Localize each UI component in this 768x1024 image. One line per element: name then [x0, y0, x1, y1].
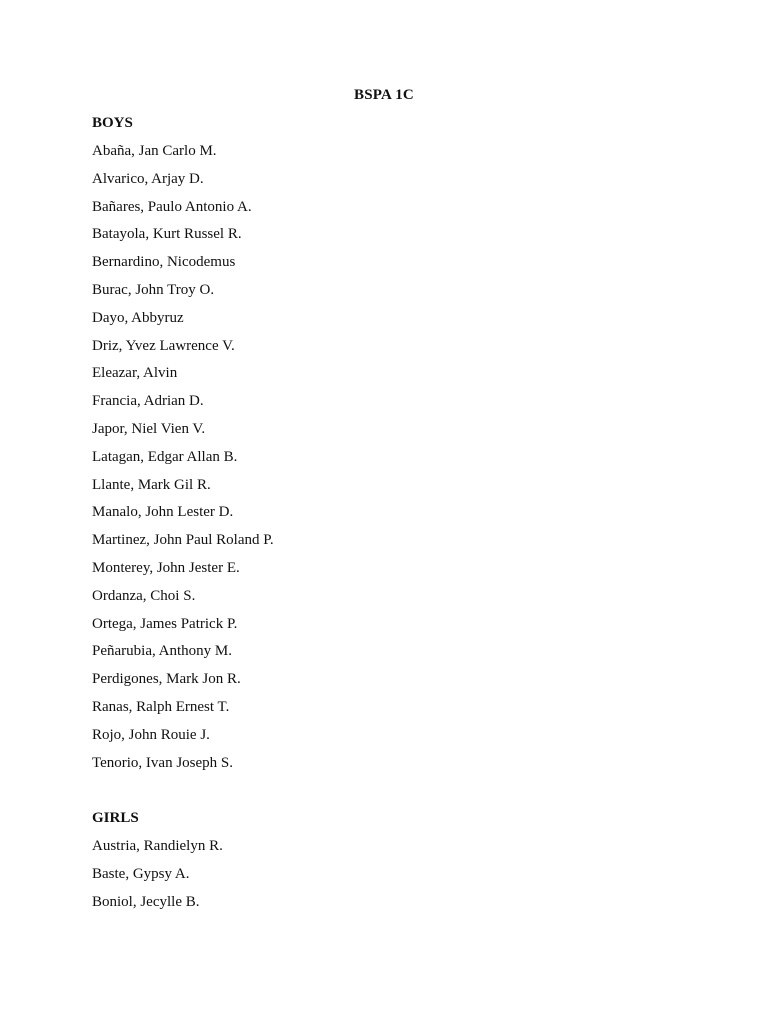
list-item: Francia, Adrian D. [92, 393, 204, 410]
list-item: Burac, John Troy O. [92, 281, 215, 298]
list-item: Driz, Yvez Lawrence V. [92, 337, 235, 354]
list-item: Manalo, John Lester D. [92, 504, 234, 521]
list-item: Abaña, Jan Carlo M. [92, 143, 217, 159]
list-item: Boniol, Jecylle B. [92, 893, 200, 910]
list-item: Japor, Niel Vien V. [92, 420, 206, 437]
list-item: Ordanza, Choi S. [92, 587, 196, 604]
girls-section-heading: GIRLS [92, 810, 139, 826]
list-item: Dayo, Abbyruz [92, 309, 184, 326]
list-item: Latagan, Edgar Allan B. [92, 448, 238, 465]
list-item: Martinez, John Paul Roland P. [92, 532, 274, 549]
list-item: Austria, Randielyn R. [92, 838, 223, 854]
list-item: Ranas, Ralph Ernest T. [92, 698, 230, 715]
list-item: Alvarico, Arjay D. [92, 170, 204, 187]
list-item: Perdigones, Mark Jon R. [92, 671, 241, 688]
list-item: Bañares, Paulo Antonio A. [92, 198, 252, 215]
list-item: Batayola, Kurt Russel R. [92, 226, 242, 243]
list-item: Ortega, James Patrick P. [92, 615, 238, 632]
list-item: Peñarubia, Anthony M. [92, 643, 232, 660]
list-item: Llante, Mark Gil R. [92, 476, 211, 493]
list-item: Tenorio, Ivan Joseph S. [92, 754, 234, 771]
boys-name-list [92, 143, 274, 782]
list-item: Monterey, John Jester E. [92, 559, 240, 576]
boys-section-heading: BOYS [92, 115, 133, 131]
list-item: Rojo, John Rouie J. [92, 726, 210, 743]
list-item: Eleazar, Alvin [92, 365, 178, 382]
page-title: BSPA 1C [354, 87, 414, 103]
list-item: Baste, Gypsy A. [92, 865, 190, 882]
girls-name-list [92, 838, 223, 921]
list-item: Bernardino, Nicodemus [92, 254, 236, 271]
